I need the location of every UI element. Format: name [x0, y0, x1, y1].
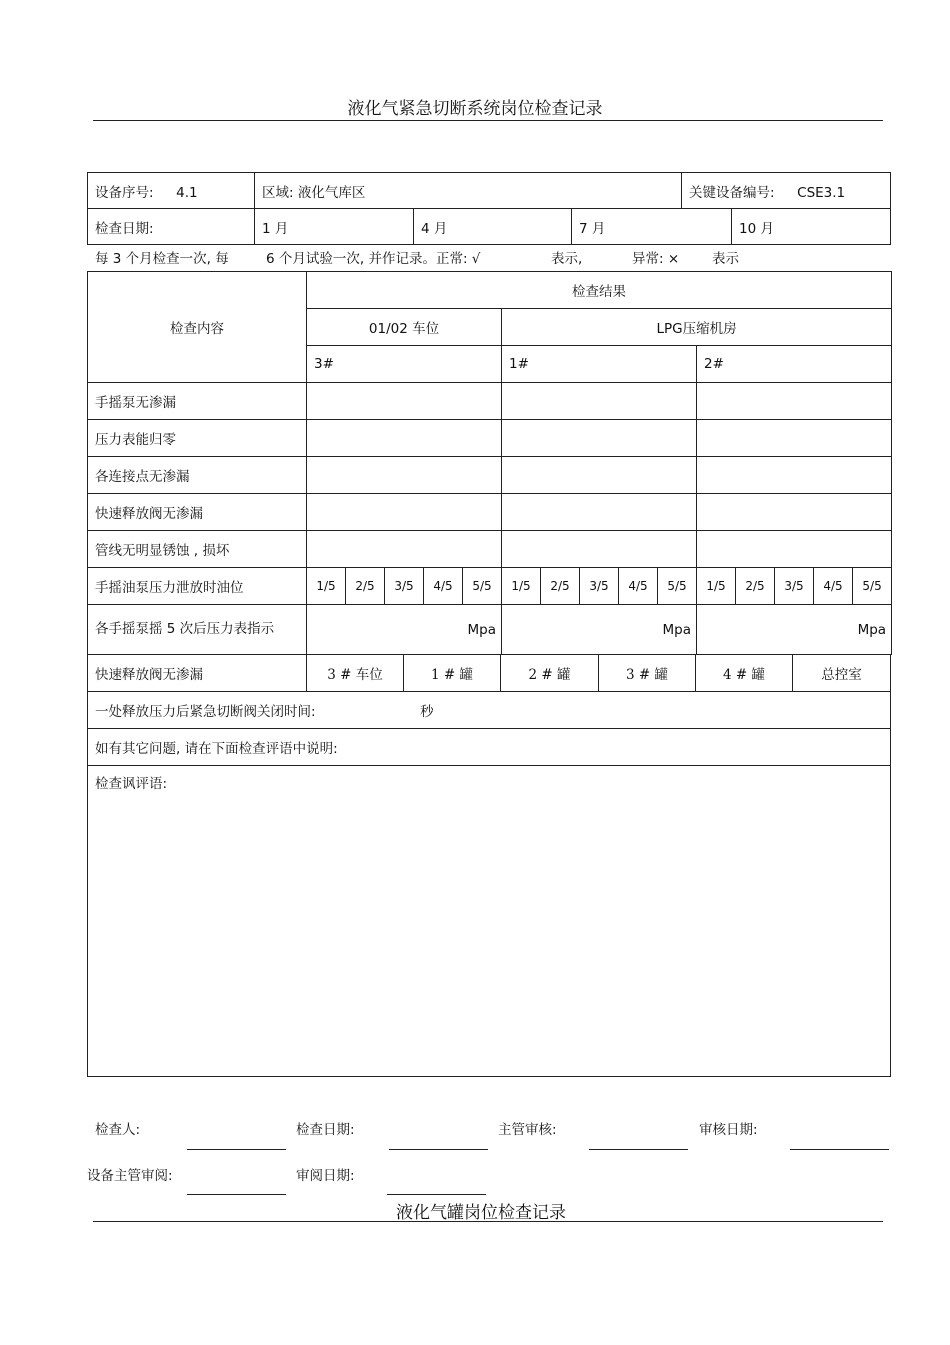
equipment-supervisor-line[interactable]: [187, 1194, 286, 1195]
result-cell[interactable]: [307, 494, 502, 531]
location-cell[interactable]: 总控室: [793, 655, 891, 692]
result-cell[interactable]: [502, 531, 697, 568]
header-table: [87, 172, 891, 245]
pressure-unit: Mpa: [467, 621, 496, 638]
oil-level-row: [88, 568, 892, 605]
supervisor-signature-line[interactable]: [589, 1149, 688, 1150]
pressure-label: 各手摇泵摇 5 次后压力表指示: [88, 605, 307, 655]
oil-fraction-option[interactable]: 2/5: [346, 568, 385, 605]
equipment-seq-cell: [88, 173, 255, 209]
key-equipment-value: CSE3.1: [797, 184, 846, 201]
location-cell[interactable]: 2 # 罐: [501, 655, 599, 692]
result-cell[interactable]: [697, 457, 892, 494]
item-label: 快速释放阀无渗漏: [88, 494, 307, 531]
pressure-unit: Mpa: [857, 621, 887, 638]
oil-fraction-option[interactable]: 1/5: [697, 568, 736, 605]
result-cell[interactable]: [502, 420, 697, 457]
oil-fraction-option[interactable]: 5/5: [853, 568, 892, 605]
read-date-label: 审阅日期:: [296, 1168, 355, 1184]
result-cell[interactable]: [697, 494, 892, 531]
result-cell[interactable]: [307, 420, 502, 457]
table-row: [88, 457, 892, 494]
release-location-table: [87, 654, 891, 1077]
item-label: 管线无明显锈蚀 , 损坏: [88, 531, 307, 568]
area-cell: [255, 173, 682, 209]
col-header-2: 2#: [697, 346, 892, 383]
table-row: [88, 531, 892, 568]
frequency-note-c: 表示,: [551, 251, 583, 267]
key-equipment-cell: [682, 173, 891, 209]
inspect-date-line[interactable]: [389, 1149, 488, 1150]
month-cell-1[interactable]: 1 月: [255, 209, 414, 245]
pressure-row: [88, 605, 892, 655]
equipment-seq-value: 4.1: [176, 184, 198, 201]
location-cell[interactable]: 4 # 罐: [696, 655, 793, 692]
review-date-label: 审核日期:: [699, 1122, 758, 1138]
result-cell[interactable]: [697, 531, 892, 568]
oil-fraction-option[interactable]: 4/5: [814, 568, 853, 605]
group-compressor-header: LPG压缩机房: [502, 309, 892, 346]
result-header: 检查结果: [307, 272, 892, 309]
next-document-title: 液化气罐岗位检查记录: [396, 1203, 566, 1223]
month-cell-7[interactable]: 7 月: [572, 209, 732, 245]
pressure-value-cell[interactable]: [697, 605, 892, 655]
item-label: 手摇泵无渗漏: [88, 383, 307, 420]
oil-fraction-option[interactable]: 5/5: [658, 568, 697, 605]
inspect-date-label: 检查日期:: [296, 1122, 355, 1138]
table-row: [88, 420, 892, 457]
table-row: [88, 494, 892, 531]
col-header-1: 1#: [502, 346, 697, 383]
document-title: 液化气紧急切断系统岗位检查记录: [347, 99, 603, 119]
frequency-note-d: 异常: ×: [632, 251, 680, 267]
other-issue-note: 如有其它问题, 请在下面检查评语中说明:: [88, 729, 891, 766]
close-time-label: 一处释放压力后紧急切断阀关闭时间:: [95, 704, 316, 720]
group-parking-header: 01/02 车位: [307, 309, 502, 346]
month-cell-4[interactable]: 4 月: [414, 209, 572, 245]
key-equipment-label: 关键设备编号:: [689, 184, 775, 201]
pressure-value-cell[interactable]: [502, 605, 697, 655]
oil-fraction-option[interactable]: 3/5: [775, 568, 814, 605]
location-cell[interactable]: 3 # 车位: [307, 655, 404, 692]
result-cell[interactable]: [502, 457, 697, 494]
supervisor-label: 主管审核:: [498, 1122, 557, 1138]
pressure-unit: Mpa: [662, 621, 691, 638]
next-title-underline: [93, 1221, 883, 1222]
area-label: 区域:: [262, 184, 294, 201]
month-cell-10[interactable]: 10 月: [732, 209, 891, 245]
location-cell[interactable]: 3 # 罐: [599, 655, 696, 692]
equipment-supervisor-label: 设备主管审阅:: [87, 1168, 173, 1184]
content-header: 检查内容: [88, 272, 307, 383]
frequency-note-a: 每 3 个月检查一次, 每: [95, 251, 229, 267]
result-cell[interactable]: [697, 420, 892, 457]
pressure-value-cell[interactable]: [307, 605, 502, 655]
result-cell[interactable]: [502, 494, 697, 531]
read-date-line[interactable]: [387, 1194, 486, 1195]
oil-fraction-option[interactable]: 2/5: [541, 568, 580, 605]
item-label: 各连接点无渗漏: [88, 457, 307, 494]
result-cell[interactable]: [307, 457, 502, 494]
equipment-seq-label: 设备序号:: [95, 184, 154, 201]
oil-fraction-option[interactable]: 5/5: [463, 568, 502, 605]
oil-fraction-option[interactable]: 2/5: [736, 568, 775, 605]
oil-fraction-option[interactable]: 1/5: [502, 568, 541, 605]
oil-fraction-option[interactable]: 4/5: [424, 568, 463, 605]
comment-box[interactable]: [88, 766, 891, 1077]
result-cell[interactable]: [307, 383, 502, 420]
release-valve-label: 快速释放阀无渗漏: [88, 655, 307, 692]
result-cell[interactable]: [502, 383, 697, 420]
col-header-3: 3#: [307, 346, 502, 383]
table-row: [88, 383, 892, 420]
location-cell[interactable]: 1 # 罐: [404, 655, 501, 692]
frequency-note-e: 表示: [712, 251, 739, 267]
close-time-cell[interactable]: [88, 692, 891, 729]
review-date-line[interactable]: [790, 1149, 889, 1150]
oil-fraction-option[interactable]: 3/5: [385, 568, 424, 605]
inspector-signature-line[interactable]: [187, 1149, 286, 1150]
oil-level-label: 手摇油泵压力泄放时油位: [88, 568, 307, 605]
inspection-date-label: 检查日期:: [88, 209, 255, 245]
oil-fraction-option[interactable]: 3/5: [580, 568, 619, 605]
area-value: 液化气库区: [297, 184, 366, 201]
inspector-label: 检查人:: [95, 1122, 141, 1138]
frequency-note-b: 6 个月试验一次, 并作记录。正常: √: [266, 251, 481, 267]
result-cell[interactable]: [307, 531, 502, 568]
item-label: 压力表能归零: [88, 420, 307, 457]
close-time-unit: 秒: [420, 704, 434, 720]
title-underline: [93, 120, 883, 121]
oil-fraction-option[interactable]: 4/5: [619, 568, 658, 605]
oil-fraction-option[interactable]: 1/5: [307, 568, 346, 605]
inspection-table: [87, 271, 892, 655]
comment-label: 检查讽评语:: [95, 776, 168, 792]
result-cell[interactable]: [697, 383, 892, 420]
